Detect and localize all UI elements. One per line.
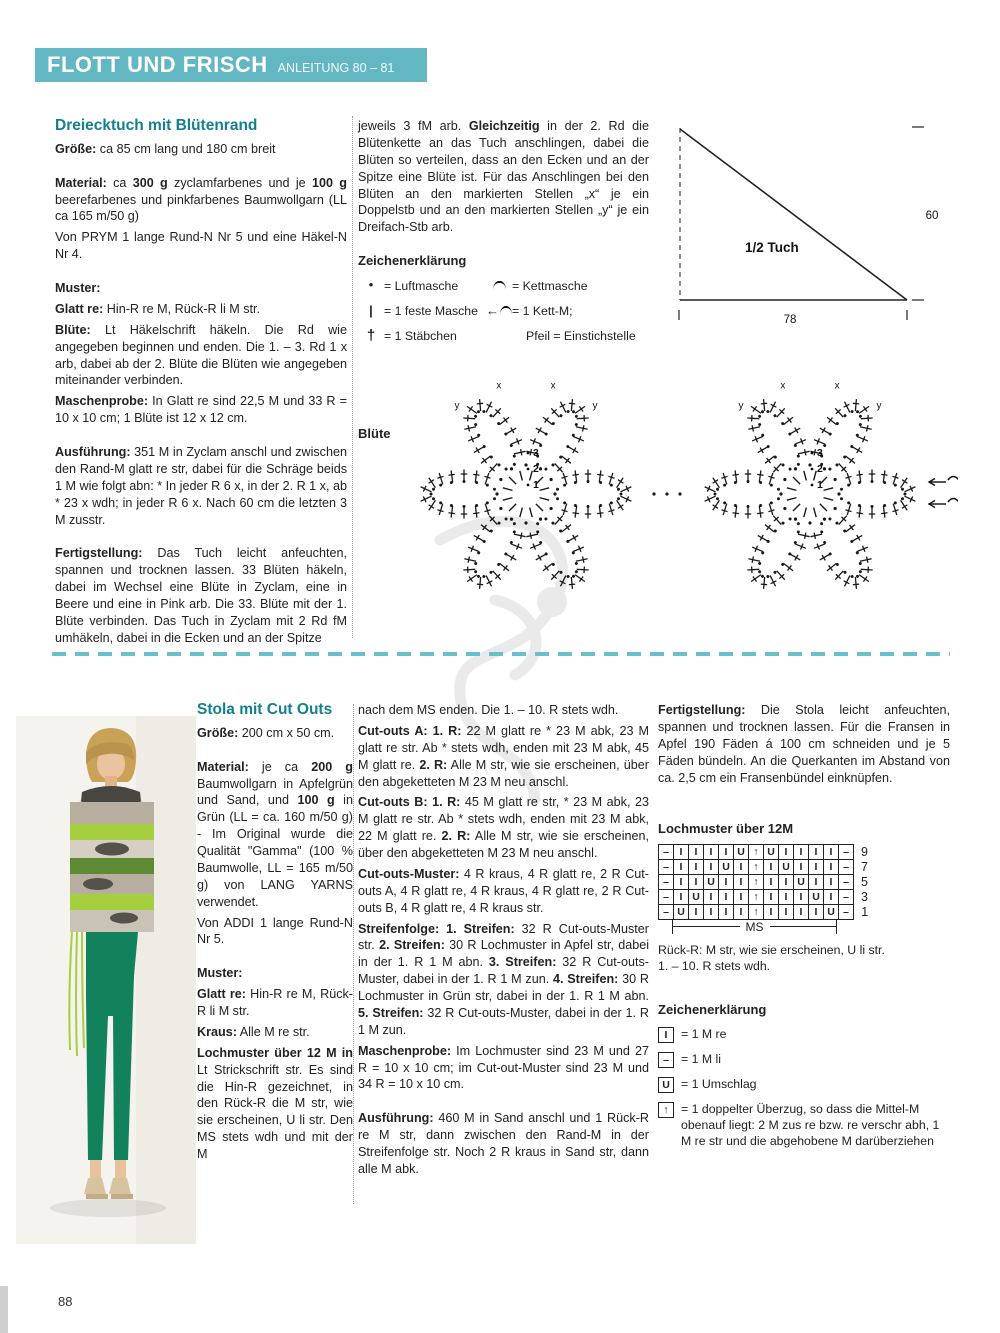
flower-motif: [421, 380, 632, 597]
article2-col-right: [658, 702, 950, 1159]
chart-cell: I: [794, 844, 809, 859]
paragraph: Glatt re: Hin-R re M, Rück-R li M str.: [55, 301, 261, 316]
chart-row-number: 3: [861, 889, 868, 904]
paragraph: nach dem MS enden. Die 1. – 10. R stets wdh.: [358, 703, 619, 717]
chart-note-2: 1. – 10. R stets wdh.: [658, 959, 771, 974]
chart-cell: I: [779, 904, 794, 919]
cross-symbol-icon: †: [366, 326, 376, 344]
paragraph: Streifenfolge: 1. Streifen: 32 R Cut-outs-Muster str. 2. Streifen: 30 R Lochmuster in Apfel str, dabei in der 1. R 1 M abn. 3. Streifen: 32 R Cut-outs-Muster, dabei in der 1. R 1 M zun. 4. Streifen: 30 R Lochmuster in Grün str, dabei in der 1. R 1 M abn. 5. Streifen: 32 R Cut-outs-Muster, dabei in der 1. R 1 M zun.: [358, 921, 650, 1037]
chart-row-number: 1: [861, 904, 869, 919]
dot-symbol-icon: •: [368, 277, 374, 292]
paragraph: Cut-outs B: 1. R: 45 M glatt re str, * 23 M abk, 23 M glatt re str. Ab * stets wdh, enden mit 23 M abk, 22 M glatt re. 2. R: Alle M str, wie sie erscheinen, über den abgeketteten M 23 M neu anschl.: [358, 795, 649, 860]
round-number: 3: [817, 447, 823, 459]
article2-title: Stola mit Cut Outs: [197, 701, 333, 718]
chart-cell: –: [659, 844, 674, 859]
page-title: FLOTT UND FRISCH: [47, 52, 268, 77]
chart-cell: I: [689, 874, 704, 889]
chart-cell: U: [719, 859, 734, 874]
paragraph: Von PRYM 1 lange Rund-N Nr 5 und eine Häkel-N Nr 4.: [55, 230, 347, 262]
attach-arrow-icon: [929, 477, 958, 486]
chart-cell: I: [704, 844, 719, 859]
paragraph: Fertigstellung: Die Stola leicht anfeuchten, spannen und trocknen lassen. Für die Fransen in Apfel 190 Fäden á 100 cm schneiden und je 5 Fäden bündeln. An die Querkanten im Abstand von ca. 2,5 cm ein Fransenbündel einknüpfen.: [658, 703, 950, 785]
stitch-symbol-icon: ↑: [658, 1102, 674, 1118]
chart-cell: I: [689, 844, 704, 859]
petal: [554, 470, 632, 519]
chart-cell: ↑: [749, 844, 764, 859]
petal: [452, 506, 533, 598]
column-separator: [352, 116, 353, 638]
flower-motif: [705, 380, 916, 597]
paragraph: Cut-outs-Muster: 4 R kraus, 4 R glatt re, 2 R Cut-outs A, 4 R glatt re, 4 R kraus, 4 R glatt re, 2 R Cut-outs B, 4 R glatt re, 4 R kraus str.: [358, 866, 649, 915]
arc-symbol-icon: [486, 278, 512, 293]
paragraph: Kraus: Alle M re str.: [197, 1024, 310, 1039]
article1-col-middle: [358, 118, 649, 354]
attach-point-label: x: [834, 380, 840, 392]
petal: [736, 390, 817, 482]
page-subtitle: ANLEITUNG 80 – 81: [277, 61, 395, 75]
flower-crochet-chart: [378, 372, 958, 648]
legend-heading: Zeichenerklärung: [658, 1001, 767, 1017]
chart-cell: ↑: [749, 904, 764, 919]
legend-item: ← = 1 Kett-M;: [486, 302, 573, 318]
chart-cell: U: [764, 844, 779, 859]
chart-cell: I: [704, 889, 719, 904]
chart-cell: I: [794, 904, 809, 919]
chart-row-number: 5: [861, 874, 868, 889]
chart-cell: I: [674, 859, 689, 874]
chart-cell: I: [764, 874, 779, 889]
article1-col-left: [55, 116, 347, 651]
round-number: 1: [817, 479, 823, 491]
chart-cell: I: [764, 889, 779, 904]
paragraph: jeweils 3 fM arb. Gleichzeitig in der 2. Rd die Blütenkette an das Tuch anschlingen, dabei die Blüten so verteilen, dass an den Ecken und an der Spitze eine Blüte ist. Für das Anschlingen bei den Blüten an den markierten Stellen „x“ je ein Doppelstb und an den markierten Stellen „y“ je ein Dreifach-Stb arb.: [358, 119, 649, 235]
chart-cell: I: [719, 889, 734, 904]
chart-cell: –: [659, 874, 674, 889]
chart-cell: U: [704, 874, 719, 889]
paragraph: Muster:: [55, 281, 101, 296]
chart-cell: –: [659, 904, 674, 919]
chart-cell: –: [839, 889, 854, 904]
triangle-label: 1/2 Tuch: [745, 240, 799, 255]
chart-note-1: Rück-R: M str, wie sie erscheinen, U li str.: [658, 942, 885, 957]
attach-point-label: y: [454, 400, 460, 412]
petal: [519, 390, 600, 482]
petal: [838, 470, 916, 519]
chart-cell: I: [704, 859, 719, 874]
legend-item: – = 1 M li: [658, 1052, 950, 1068]
petal: [519, 506, 600, 598]
petal: [803, 390, 884, 482]
legend-item: U = 1 Umschlag: [658, 1077, 950, 1093]
chart-heading: Lochmuster über 12M: [658, 821, 794, 837]
chart-cell: –: [839, 844, 854, 859]
chart-cell: I: [689, 859, 704, 874]
chart-cell: I: [674, 874, 689, 889]
paragraph: Material: ca 300 g zyclamfarbenes und je 100 g beerefarbenes und pinkfarbenes Baumwollgarn (LL ca 165 m/50 g): [55, 175, 347, 224]
chart-cell: U: [734, 844, 749, 859]
chart-cell: I: [779, 874, 794, 889]
chart-cell: I: [794, 859, 809, 874]
chart-cell: I: [674, 889, 689, 904]
paragraph: Material: je ca 200 g Baumwollgarn in Apfelgrün und Sand, und 100 g in Grün (LL = ca. 160 m/50 g) - Im Original wurde die Qualität "Gamma" (100 % Baumwolle, LL = 165 m/50 g) von LANG YARNS verwendet.: [197, 759, 353, 909]
chart-cell: I: [824, 874, 839, 889]
chart-cell: –: [659, 889, 674, 904]
chart-cell: I: [719, 844, 734, 859]
article2-col-left: [197, 700, 353, 1167]
header-banner: [35, 48, 427, 82]
chart-cell: I: [809, 844, 824, 859]
knitting-chart-grid: [658, 844, 869, 920]
paragraph: Lochmuster über 12 M in Lt Strickschrift str. Es sind die Hin-R gezeichnet, in den Rück-R die M str, wie sie erscheinen, U li str. Den MS stets wdh und mit der M: [197, 1045, 353, 1162]
chart-cell: I: [734, 889, 749, 904]
attach-point-label: x: [550, 380, 556, 392]
chart-cell: I: [824, 859, 839, 874]
chart-cell: ↑: [749, 889, 764, 904]
page-edge-mark: [0, 1286, 8, 1333]
chart-cell: I: [779, 889, 794, 904]
chart-cell: –: [839, 904, 854, 919]
legend-item: I = 1 M re: [658, 1027, 950, 1043]
model-photo: [16, 716, 196, 1244]
attach-point-label: x: [496, 380, 502, 392]
chart-cell: –: [659, 859, 674, 874]
petal: [421, 470, 499, 519]
article1-title: Dreiecktuch mit Blütenrand: [55, 117, 258, 134]
knitting-legend: [658, 1001, 950, 1150]
chart-cell: I: [734, 874, 749, 889]
chart-cell: –: [839, 859, 854, 874]
stitch-symbol-icon: I: [658, 1027, 674, 1043]
legend-item: | = 1 feste Masche: [358, 303, 486, 319]
paragraph: Ausführung: 351 M in Zyclam anschl und zwischen den Rand-M glatt re str, dabei für die Schräge beids 1 M wie folgt abn: * In jeder R 6 x, in der 2. R 1 x, ab * 23 x wdh; in jeder R 6 x. Nach 60 cm die letzten 3 M zusstr.: [55, 445, 347, 527]
knitting-chart-block: [658, 820, 950, 975]
paragraph: Fertigstellung: Das Tuch leicht anfeuchten, spannen und trocknen lassen. 33 Blüten häkeln, dabei im Wechsel eine Blüte in Zyclam, eine in Beere und eine in Pink arb. Die 33. Blüte mit der 1. Blüte verbinden. Das Tuch in Zyclam mit 2 Rd fM umhäkeln, dabei in die Ecken und an der Spitze: [55, 546, 347, 645]
chart-cell: I: [734, 904, 749, 919]
chart-cell: ↑: [749, 859, 764, 874]
attach-point-label: y: [738, 400, 744, 412]
article2-col-middle: [358, 702, 649, 1182]
section-divider: [52, 652, 950, 656]
attach-point-label: x: [780, 380, 786, 392]
stitch-symbol-icon: –: [658, 1052, 674, 1068]
chart-cell: U: [689, 889, 704, 904]
chart-cell: I: [794, 889, 809, 904]
chart-cell: ↑: [749, 874, 764, 889]
ms-bracket: [672, 920, 837, 934]
attach-point-label: y: [876, 400, 882, 412]
crochet-legend: Zeichenerklärung • = Luftmasche | = 1 feste Masche † = 1 Stäbchen = Kettmasche ← = 1 Kett-M; Pfeil = Einstichstelle: [358, 252, 649, 354]
ms-label: MS: [745, 919, 764, 934]
legend-item: • = Luftmasche: [358, 278, 486, 294]
paragraph: Muster:: [197, 966, 243, 981]
chart-cell: I: [719, 904, 734, 919]
chart-cell: I: [824, 844, 839, 859]
chart-cell: –: [839, 874, 854, 889]
attach-point-label: y: [592, 400, 598, 412]
triangle-side-measure: 60: [925, 210, 939, 222]
chart-cell: I: [764, 859, 779, 874]
paragraph: Glatt re: Hin-R re M, Rück-R li M str.: [197, 987, 353, 1019]
paragraph: Maschenprobe: Im Lochmuster sind 23 M und 27 R = 10 x 10 cm; im Cut-out-Muster sind 23 M und 34 R = 10 x 10 cm.: [358, 1043, 649, 1092]
paragraph: Blüte: Lt Häkelschrift häkeln. Die Rd wie angegeben beginnen und enden. Die 1. – 3. Rd 1 x arb, dabei ab der 2. Blüte die Blüten wie angegeben miteinander verbinden.: [55, 322, 347, 388]
arrow-arc-symbol-icon: ←: [486, 303, 512, 318]
paragraph: Von ADDI 1 lange Rund-N Nr 5.: [197, 915, 353, 947]
petal: [452, 390, 533, 482]
petal: [705, 470, 783, 519]
legend-item: † = 1 Stäbchen: [358, 328, 486, 344]
chart-cell: I: [674, 844, 689, 859]
paragraph: Cut-outs A: 1. R: 22 M glatt re * 23 M abk, 23 M glatt re str. Ab * stets wdh, enden mit 23 M abk, 45 M glatt re. 2. R: Alle M str, wie sie erscheinen, über den abgeketteten M 23 M neu anschl.: [358, 723, 649, 789]
legend-heading: Zeichenerklärung: [358, 253, 467, 269]
paragraph: Größe: 200 cm x 50 cm.: [197, 725, 335, 740]
chart-row-number: 9: [861, 844, 868, 859]
page-number: 88: [58, 1294, 73, 1309]
chart-cell: I: [809, 859, 824, 874]
chart-cell: I: [689, 904, 704, 919]
chart-cell: I: [719, 874, 734, 889]
chart-cell: U: [809, 889, 824, 904]
legend-item: = Kettmasche: [486, 278, 649, 294]
round-number: 2: [817, 463, 823, 475]
petal: [803, 506, 884, 598]
triangle-bottom-measure: 78: [783, 314, 797, 326]
chart-cell: U: [779, 859, 794, 874]
chart-cell: I: [824, 889, 839, 904]
chart-cell: I: [704, 904, 719, 919]
petal: [736, 506, 817, 598]
chart-cell: I: [764, 904, 779, 919]
paragraph: Maschenprobe: In Glatt re sind 22,5 M und 33 R = 10 x 10 cm; 1 Blüte ist 12 x 12 cm.: [55, 394, 347, 426]
chart-cell: I: [809, 874, 824, 889]
chart-cell: I: [809, 904, 824, 919]
stitch-symbol-icon: U: [658, 1077, 674, 1093]
round-number: 2: [533, 463, 539, 475]
round-number: 1: [533, 479, 539, 491]
chart-cell: I: [779, 844, 794, 859]
bar-symbol-icon: |: [369, 302, 373, 318]
chart-cell: U: [674, 904, 689, 919]
triangle-schematic: [660, 112, 952, 327]
attach-arrow-icon: [929, 499, 958, 508]
legend-item: ↑ = 1 doppelter Überzug, so dass die Mittel-M obenauf liegt: 2 M zus re bzw. re verschr abh, 1 M re str und die abgehobene M darüberziehen: [658, 1102, 950, 1150]
round-number: 3: [533, 447, 539, 459]
chart-cell: U: [794, 874, 809, 889]
column-separator: [353, 704, 354, 1204]
flower-chart-label: Blüte: [358, 426, 391, 441]
chart-cell: I: [734, 859, 749, 874]
paragraph: Ausführung: 460 M in Sand anschl und 1 Rück-R re M str, dann zwischen den Rand-M in der Streifenfolge str. Noch 2 R kraus in Sand str, dann alle M abk.: [358, 1111, 649, 1176]
paragraph: Größe: ca 85 cm lang und 180 cm breit: [55, 141, 276, 156]
chart-cell: U: [824, 904, 839, 919]
chart-row-number: 7: [861, 859, 868, 874]
